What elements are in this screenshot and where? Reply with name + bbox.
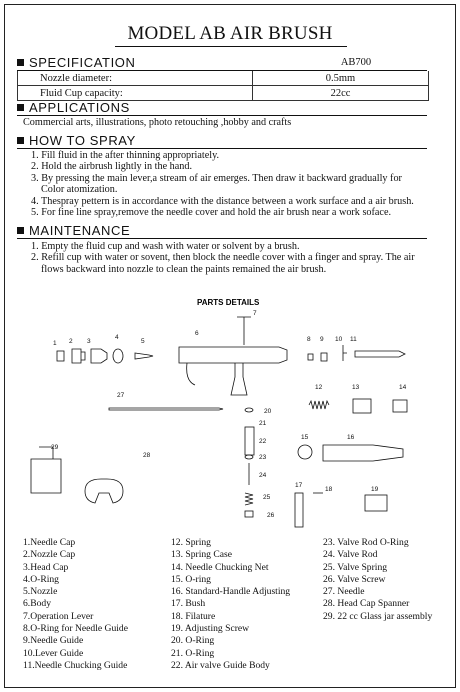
step-continuation: Color atomization.	[41, 184, 118, 196]
spec-model: AB700	[340, 57, 372, 68]
list-item: 18. Filature	[171, 610, 216, 622]
step-number: 1.	[31, 150, 39, 161]
applications-heading	[17, 100, 130, 115]
list-item: 6.Body	[23, 598, 51, 610]
callout-label: 25	[263, 494, 271, 501]
o-ring-shape	[298, 445, 312, 459]
operation-lever-shape	[237, 317, 251, 345]
heading-rule	[17, 148, 427, 149]
applications-heading-text: APPLICATIONS	[29, 100, 130, 115]
step-text: Thespray pettern is in accordance with the distance between a work surface and a air brush.	[41, 195, 414, 207]
list-item	[31, 207, 431, 218]
needle-chucking-guide-shape	[355, 351, 405, 357]
callout-label: 27	[117, 392, 125, 399]
list-item: 2.Nozzle Cap	[23, 549, 76, 561]
list-item: 19. Adjusting Screw	[171, 623, 250, 635]
callout-label: 6	[195, 330, 199, 337]
parts-diagram	[27, 297, 437, 529]
step-number: 4.	[31, 195, 39, 207]
list-item	[31, 161, 431, 172]
valve-screw-shape	[245, 511, 253, 517]
heading-rule	[17, 115, 427, 116]
list-item	[31, 150, 431, 161]
list-item: 17. Bush	[171, 598, 206, 610]
callout-label: 23	[259, 454, 267, 461]
callout-label: 24	[259, 472, 267, 479]
bush-shape	[295, 493, 303, 527]
callout-label: 21	[259, 420, 267, 427]
step-text: Hold the airbrush lightly in the hand.	[41, 161, 192, 173]
specification-heading-text: SPECIFICATION	[29, 55, 136, 70]
list-item: 8.O-Ring for Needle Guide	[23, 623, 128, 635]
spec-row	[18, 71, 429, 86]
body-handle-shape	[187, 363, 195, 385]
applications-text: Commercial arts, illustrations, photo retouching ,hobby and crafts	[23, 117, 292, 128]
square-bullet-icon	[17, 104, 24, 111]
nozzle-cap-shape	[72, 349, 85, 363]
spring-case-shape	[353, 399, 371, 413]
callout-label: 11	[350, 336, 357, 343]
callout-label: 5	[141, 338, 145, 345]
list-item: 7.Operation Lever	[23, 610, 94, 622]
spring-shape	[309, 401, 329, 409]
adjusting-screw-shape	[365, 495, 387, 511]
valve-stem-shape	[231, 363, 247, 395]
list-item: 5.Nozzle	[23, 586, 58, 598]
list-item: 1.Needle Cap	[23, 537, 76, 548]
lever-guide-shape	[343, 345, 347, 361]
callout-label: 20	[264, 408, 272, 415]
callout-label: 16	[347, 434, 355, 441]
callout-label: 8	[307, 336, 311, 343]
list-item: 14. Needle Chucking Net	[171, 561, 269, 573]
callout-label: 18	[325, 486, 333, 493]
parts-list-col1	[23, 537, 128, 672]
o-ring-shape	[113, 349, 123, 363]
list-item: 15. O-ring	[171, 573, 211, 585]
how-to-spray-heading	[17, 133, 136, 148]
callout-label: 4	[115, 334, 119, 341]
callout-label: 10	[335, 336, 343, 343]
step-number: 2.	[31, 161, 39, 173]
callout-label: 17	[295, 482, 303, 489]
list-item: 26. Valve Screw	[323, 573, 386, 585]
list-item: 24. Valve Rod	[323, 549, 378, 561]
how-to-spray-heading-text: HOW TO SPRAY	[29, 133, 136, 148]
needle-cap-shape	[57, 351, 64, 361]
list-item	[31, 196, 431, 207]
nozzle-shape	[135, 353, 153, 359]
needle-shape	[109, 408, 223, 410]
step-number: 5.	[31, 207, 39, 219]
valve-rod-oring-shape	[245, 455, 253, 459]
spec-label: Nozzle diameter:	[18, 71, 253, 86]
list-item: 4.O-Ring	[23, 573, 59, 585]
parts-list-col2	[171, 537, 290, 672]
step-text: Fill fluid in the after thinning appropriately.	[41, 150, 220, 161]
list-item: 3.Head Cap	[23, 561, 69, 573]
list-item: 9.Needle Guide	[23, 635, 84, 647]
glass-jar-shape	[31, 447, 61, 493]
air-valve-guide-body-shape	[245, 427, 254, 455]
callout-label: 9	[320, 336, 324, 343]
step-text: For fine line spray,remove the needle cover and hold the air brush near a work soface.	[41, 207, 392, 219]
step-number: 2.	[31, 252, 39, 264]
title-underline	[115, 46, 347, 47]
step-text: Refill cup with water or sovent, then block the needle cover with a finger and spray. The air	[41, 252, 415, 264]
needle-guide-shape	[321, 353, 327, 361]
maintenance-heading	[17, 223, 130, 238]
spray-steps	[31, 150, 431, 218]
spec-value: 0.5mm	[253, 71, 429, 86]
list-item: 16. Standard-Handle Adjusting	[171, 586, 291, 598]
step-continuation: flows backward into nozzle to clean the paints remained the air brush.	[41, 263, 327, 275]
spec-row	[18, 86, 429, 101]
list-item: 13. Spring Case	[171, 549, 233, 561]
list-item: 29. 22 cc Glass jar assembly	[323, 610, 433, 622]
list-item: 21. O-Ring	[171, 647, 215, 659]
callout-label: 29	[51, 444, 59, 451]
square-bullet-icon	[17, 227, 24, 234]
head-cap-spanner-shape	[85, 479, 123, 503]
manual-page	[4, 4, 456, 688]
callout-label: 3	[87, 338, 91, 345]
list-item: 27. Needle	[323, 586, 365, 598]
step-number: 1.	[31, 241, 39, 252]
callout-label: 12	[315, 384, 323, 391]
o-ring-shape	[245, 408, 253, 412]
list-item: 28. Head Cap Spanner	[323, 598, 410, 610]
head-cap-shape	[91, 349, 107, 363]
callout-label: 26	[267, 512, 275, 519]
step-number: 3.	[31, 172, 39, 184]
list-item: 12. Spring	[171, 537, 211, 548]
parts-list-col3	[323, 537, 432, 623]
parts-details-title: PARTS DETAILS	[197, 298, 260, 307]
callout-label: 22	[259, 438, 267, 445]
callout-label: 19	[371, 486, 379, 493]
body-shape	[179, 347, 287, 363]
callout-label: 15	[301, 434, 309, 441]
spec-label: Fluid Cup capacity:	[18, 86, 253, 101]
list-item: 20. O-Ring	[171, 635, 215, 647]
heading-rule	[17, 238, 427, 239]
maintenance-heading-text: MAINTENANCE	[29, 223, 131, 238]
list-item: 22. Air valve Guide Body	[171, 659, 270, 671]
callout-label: 7	[253, 310, 257, 317]
maintenance-steps	[31, 241, 431, 275]
list-item: 10.Lever Guide	[23, 647, 84, 659]
callout-label: 14	[399, 384, 407, 391]
step-text: By pressing the main lever,a stream of air emerges. Then draw it backward gradually for	[41, 172, 402, 184]
list-item	[31, 173, 431, 196]
needle-chucking-net-shape	[393, 400, 407, 412]
callout-label: 28	[143, 452, 151, 459]
list-item	[31, 252, 431, 275]
callout-label: 13	[352, 384, 360, 391]
handle-shape	[323, 445, 403, 461]
list-item: 23. Valve Rod O-Ring	[323, 537, 409, 548]
square-bullet-icon	[17, 137, 24, 144]
spec-value: 22cc	[253, 86, 429, 101]
step-text: Empty the fluid cup and wash with water or solvent by a brush.	[41, 241, 300, 252]
list-item	[31, 241, 431, 252]
list-item: 25. Valve Spring	[323, 561, 388, 573]
needle-guide-oring-shape	[308, 354, 313, 360]
spec-table	[17, 71, 429, 101]
list-item: 11.Needle Chucking Guide	[23, 659, 128, 671]
callout-label: 2	[69, 338, 73, 345]
valve-spring-shape	[245, 493, 253, 505]
callout-label: 1	[53, 340, 57, 347]
page-title: MODEL AB AIR BRUSH	[127, 23, 333, 44]
